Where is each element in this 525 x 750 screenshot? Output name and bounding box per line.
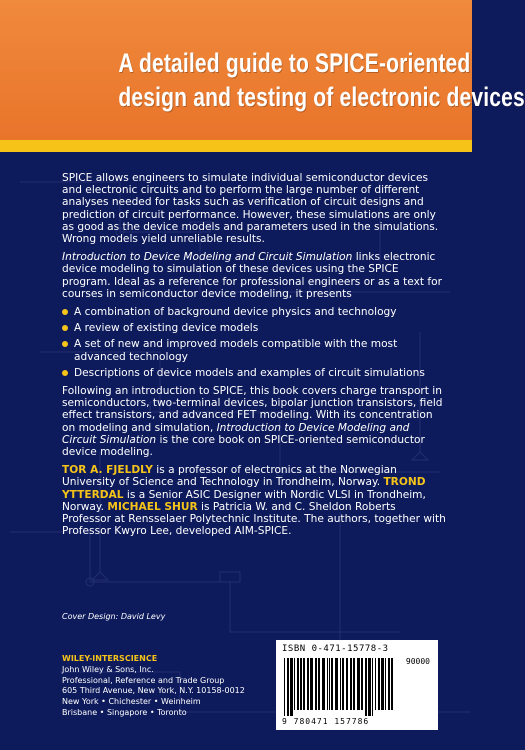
second-paragraph: [62, 251, 446, 300]
author-name-shur: MICHAEL SHUR: [107, 500, 198, 513]
author-bio-shur: is Patricia W. and C. Sheldon Roberts Professor at Rensselaer Polytechnic Institute. The authors, together with Professor Kwyro Lee, developed AIM-SPICE.: [62, 500, 446, 538]
author-name-ytterdal: TROND YTTERDAL: [62, 476, 426, 501]
publisher-line: Professional, Reference and Trade Group: [62, 675, 225, 685]
barcode-icon: [284, 658, 430, 716]
publisher-info: [62, 654, 245, 719]
feature-list: [62, 306, 446, 379]
second-paragraph-text: links electronic device modeling to simulation of these devices using the SPICE program. Ideal as a reference for professional engineers or as a text for courses in semiconductor device modeling, it presents: [62, 251, 442, 300]
list-item: [62, 367, 446, 379]
list-item-text: A combination of background device physics and technology: [74, 306, 397, 319]
publisher-line: John Wiley & Sons, Inc.: [62, 664, 154, 674]
price-code: 90000: [405, 657, 430, 666]
list-item: [62, 322, 446, 334]
list-item-text: Descriptions of device models and examples of circuit simulations: [74, 366, 425, 379]
headline-line-1: A detailed guide to SPICE-oriented: [118, 48, 471, 78]
description-text: [62, 172, 446, 543]
headline: [118, 46, 525, 114]
list-item-text: A review of existing device models: [74, 322, 259, 335]
intro-paragraph: SPICE allows engineers to simulate individual semiconductor devices and electronic circuits and to perform the large number of different analyses needed for tasks such as verification of circuit designs and prediction of circuit performance. However, these simulations are only as good as the device models and parameters used in the simulations. Wrong models yield unreliable results.: [62, 172, 439, 246]
barcode-number: 9 780471 157786: [282, 717, 370, 726]
author-name-fjeldly: TOR A. FJELDLY: [62, 464, 153, 477]
publisher-line: Brisbane • Singapore • Toronto: [62, 707, 187, 717]
book-title-italic: Introduction to Device Modeling and Circuit Simulation: [62, 421, 410, 446]
headline-line-2: design and testing of electronic devices: [118, 82, 525, 112]
third-paragraph: [62, 385, 446, 458]
barcode-area: [276, 640, 438, 730]
publisher-line: New York • Chichester • Weinheim: [62, 697, 201, 707]
third-paragraph-text-2: is the core book on SPICE-oriented semiconductor device modeling.: [62, 433, 425, 459]
bullet-icon: [62, 370, 68, 376]
author-bio-fjeldly: is a professor of electronics at the Norwegian University of Science and Technology in Trondheim, Norway.: [62, 464, 397, 489]
bullet-icon: [62, 309, 68, 315]
third-paragraph-text-1: Following an introduction to SPICE, this book covers charge transport in semiconductors, two-terminal devices, bipolar junction transistors, field effect transistors, and advanced FET modeling. With its concentration on modeling and simulation,: [62, 385, 443, 434]
isbn-label: ISBN 0-471-15778-3: [282, 644, 389, 654]
bullet-icon: [62, 325, 68, 331]
author-bio-ytterdal: is a Senior ASIC Designer with Nordic VLSI in Trondheim, Norway.: [62, 488, 426, 513]
cover-design-credit: Cover Design: David Levy: [62, 612, 166, 621]
bullet-icon: [62, 341, 68, 347]
book-title-italic: Introduction to Device Modeling and Circuit Simulation: [62, 251, 353, 264]
list-item-text: A set of new and improved models compatible with the most advanced technology: [74, 338, 398, 363]
publisher-line: 605 Third Avenue, New York, N.Y. 10158-0012: [62, 686, 245, 696]
list-item: [62, 306, 446, 318]
author-bios: [62, 464, 446, 537]
yellow-stripe: [0, 140, 472, 152]
list-item: [62, 338, 446, 362]
publisher-imprint: WILEY-INTERSCIENCE: [62, 654, 158, 663]
